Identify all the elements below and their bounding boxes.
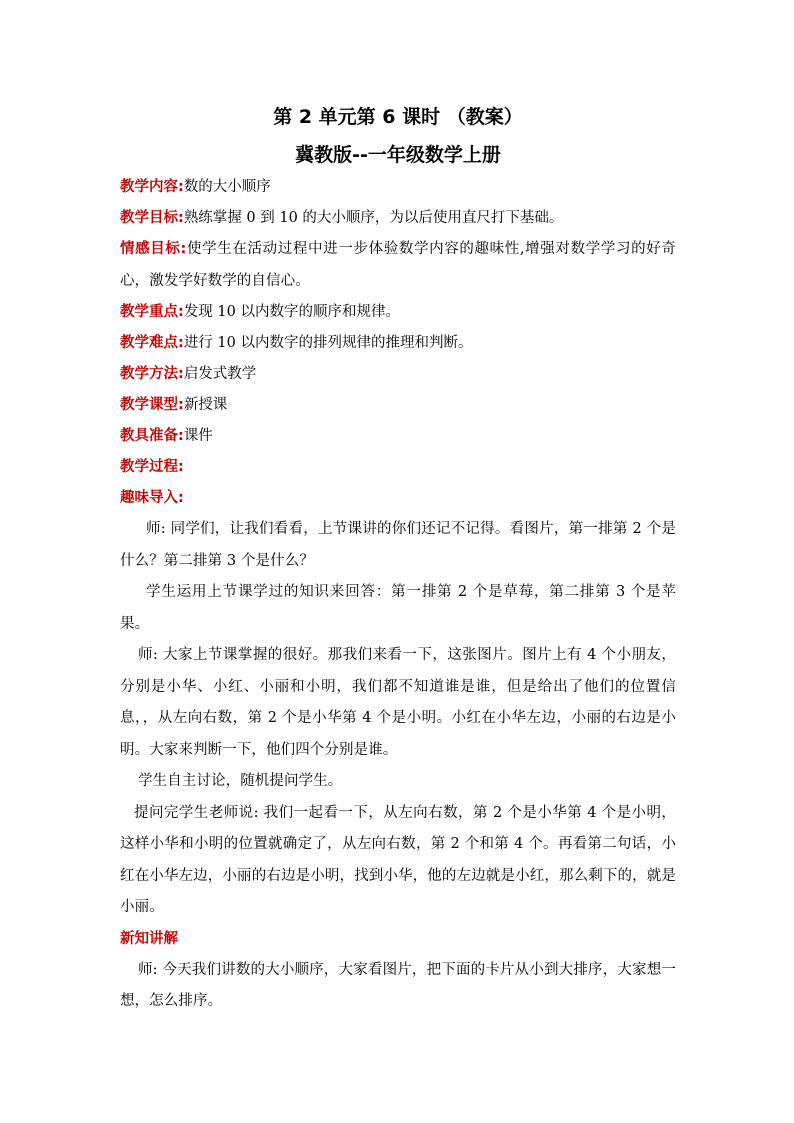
field-method	[120, 359, 676, 390]
intro-heading: 趣味导入:	[120, 490, 184, 506]
field-value: 发现 10 以内数字的顺序和规律。	[183, 304, 400, 320]
field-value: 新授课	[183, 397, 228, 413]
field-value: 使学生在活动过程中进一步体验数学内容的趣味性,增强对数学学习的好奇心，激发学好数学的自信心。	[120, 241, 676, 289]
lesson-plan-page	[120, 100, 676, 1018]
field-label: 教学难点:	[120, 335, 184, 351]
field-label: 教学目标:	[120, 210, 184, 226]
intro-paragraph: 师: 同学们，让我们看看，上节课讲的你们还记不记得。看图片，第一排第 2 个是什么？第二排第 3 个是什么？	[120, 521, 676, 569]
field-materials	[120, 421, 676, 452]
field-content	[120, 172, 676, 203]
intro-paragraph: 学生运用上节课学过的知识来回答：第一排第 2 个是草莓，第二排第 3 个是苹果。	[120, 584, 676, 632]
field-value: 熟练掌握 0 到 10 的大小顺序，为以后使用直尺打下基础。	[183, 210, 564, 226]
field-label: 教学方法:	[120, 366, 184, 382]
field-emotion-goal	[120, 234, 676, 297]
intro-paragraph: 提问完学生老师说: 我们一起看一下，从左向右数，第 2 个是小华第 4 个是小明，这样小华和小明的位置就确定了，从左向右数，第 2 个和第 4 个。再看第二句话，小红在小华左边，小丽的右边是小明，找到小华，他的左边就是小红，那么剩下的，就是小丽。	[120, 804, 676, 915]
process-heading: 教学过程:	[120, 459, 184, 475]
field-difficulty	[120, 328, 676, 359]
field-value: 进行 10 以内数字的排列规律的推理和判断。	[183, 335, 473, 351]
field-value: 启发式教学	[183, 366, 257, 382]
field-lesson-type	[120, 390, 676, 421]
field-label: 教学内容:	[120, 179, 184, 195]
field-label: 教学课型:	[120, 397, 184, 413]
new-knowledge-paragraph: 师: 今天我们讲数的大小顺序，大家看图片，把下面的卡片从小到大排序，大家想一想，怎么排序。	[120, 961, 676, 1009]
document-subtitle: 冀教版--一年级数学上册	[295, 144, 501, 166]
field-goal	[120, 203, 676, 234]
new-knowledge-heading: 新知讲解	[120, 930, 178, 947]
field-key-point	[120, 297, 676, 328]
document-title: 第 2 单元第 6 课时 （教案）	[273, 106, 523, 128]
intro-paragraph: 师: 大家上节课掌握的很好。那我们来看一下，这张图片。图片上有 4 个小朋友，分别是小华、小红、小丽和小明，我们都不知道谁是谁，但是给出了他们的位置信息，，从左向右数，第 2 个是小华第 4 个是小明。小红在小华左边，小丽的右边是小明。大家来判断一下，他们四个分别是谁。	[120, 647, 676, 758]
intro-paragraph: 学生自主讨论，随机提问学生。	[138, 773, 343, 789]
field-label: 情感目标:	[120, 241, 187, 257]
field-value: 数的大小顺序	[183, 179, 271, 195]
field-label: 教具准备:	[120, 428, 184, 444]
field-label: 教学重点:	[120, 304, 184, 320]
field-value: 课件	[183, 428, 213, 444]
